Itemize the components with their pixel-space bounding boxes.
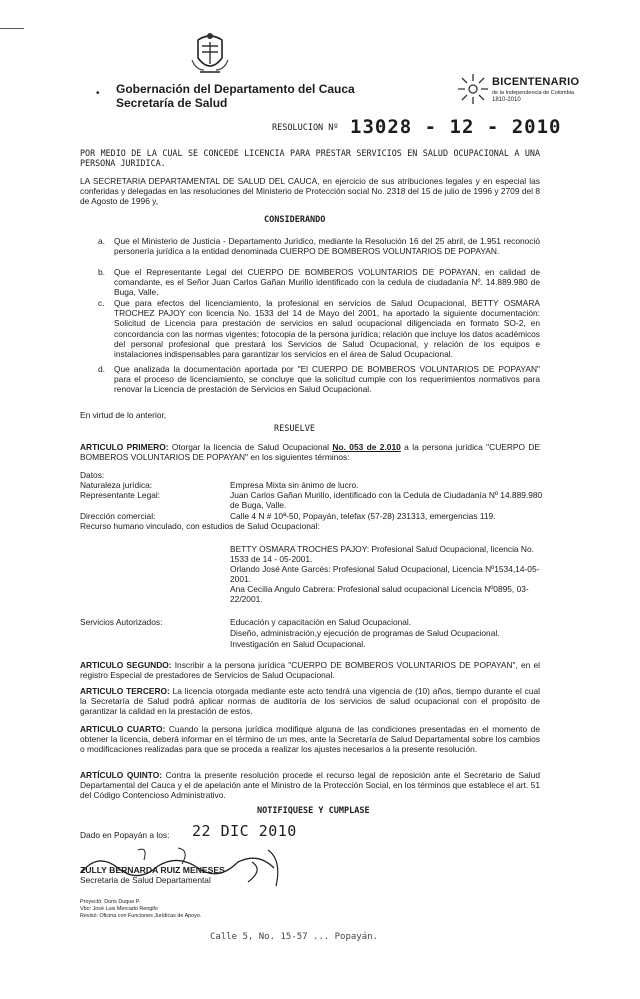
bicentenario-emblem-icon [456, 72, 490, 106]
articulo-label: ARTICULO SEGUNDO: [80, 660, 172, 670]
articulo-text: Contra la presente resolución procede el recurso legal de reposición ante el Secretario de Salud Departamental del Cauca y el de apelación ante el Ministro de la Protección Social, en los términos que establece el art. 51 del Código Contencioso Administrativo. [80, 770, 540, 801]
resolution-subject: POR MEDIO DE LA CUAL SE CONCEDE LICENCIA PARA PRESTAR SERVICIOS EN SALUD OCUPACIONAL A UNA PERSONA JURIDICA. [80, 148, 540, 169]
dado-en: Dado en Popayán a los: [80, 830, 170, 840]
date-stamp: 22 DIC 2010 [192, 822, 297, 840]
articulo-quinto [80, 770, 540, 801]
profesional-item: Ana Cecilia Angulo Cabrera: Profesional salud ocupacional Licencia Nº0895, 03-22/2001. [230, 584, 529, 605]
considerando-item: Que el Ministerio de Justicia - Departamento Jurídico, mediante la Resolución 16 del 25 abril, de 1.951 reconoció personería jurídica a la entidad denominada CUERPO DE BOMBEROS VOLUNTARIOS DE POPAYAN. [114, 236, 540, 257]
item-letter: d. [98, 364, 105, 374]
articulo-text: La licencia otorgada mediante este acto tendrá una vigencia de (10) años, tiempo durante el cual la Secretaría de Salud podrá aplicar normas de auditoría de los servicios de salud ocupacional con el propósito de garantizar la calidad en la prestación de estos. [80, 686, 541, 717]
item-letter: a. [98, 236, 105, 246]
direccion-value: Calle 4 N # 10ª-50, Popayán, telefax (57-28) 231313, emergencias 119. [230, 511, 496, 521]
header-government: Gobernación del Departamento del Cauca [116, 82, 355, 96]
articulo-label: ARTICULO PRIMERO: [80, 442, 169, 452]
preamble: LA SECRETARIA DEPARTAMENTAL DE SALUD DEL CAUCA, en ejercicio de sus atribuciones legales y en especial las conferidas y delegadas en las resoluciones del Ministerio de Protección social No. 2318 del 15 de julio de 1996 y 2709 del 8 de Agosto de 1996 y, [80, 176, 540, 207]
articulo-tercero [80, 686, 540, 717]
datos-title: Datos: [80, 470, 105, 480]
servicio-item: Diseño, administración,y ejecución de programas de Salud Ocupacional. [230, 628, 500, 638]
considerando-item: Que analizada la documentación aportada por "El CUERPO DE BOMBEROS VOLUNTARIOS DE POPAYAN" para el proceso de licenciamiento, se concluye que la solicitud cumple con los requerimientos normativos para renovar la Licencia de prestación de Servicios en Salud Ocupacional. [114, 364, 540, 395]
item-letter: b. [98, 267, 105, 277]
coat-of-arms-logo [190, 30, 230, 76]
header-secretaria: Secretaría de Salud [116, 96, 228, 110]
servicio-item: Educación y capacitación en Salud Ocupacional. [230, 617, 412, 627]
recurso-humano: Recurso humano vinculado, con estudios de Salud Ocupacional: [80, 521, 320, 531]
considerando-item: Que el Representante Legal del CUERPO DE BOMBEROS VOLUNTARIOS DE POPAYAN, en calidad de comandante, es el Señor Juan Carlos Gañan Murillo identificado con la cedula de ciudadanía Nº. 14.889.980 de Buga, Valle. [114, 267, 540, 298]
item-letter: c. [98, 298, 105, 308]
articulo-cuarto [80, 724, 540, 755]
naturaleza-label: Naturaleza jurídica: [80, 480, 153, 490]
footer-address: Calle 5, No. 15-57 ... Popayán. [210, 932, 378, 942]
bicentenario-title: BICENTENARIO [492, 76, 580, 88]
license-number: No. 053 de 2.010 [332, 442, 401, 452]
articulo-primero [80, 442, 540, 462]
footer-note: Revisó: Oficina con Funciones Jurídicas de Apoyo. [80, 913, 202, 919]
direccion-label: Dirección comercial: [80, 511, 156, 521]
articulo-label: ARTICULO CUARTO: [80, 724, 166, 734]
resolution-number: 13028 - 12 - 2010 [350, 116, 562, 138]
considerando-item: Que para efectos del licenciamiento, la profesional en servicios de Salud Ocupacional, BETTY OSMARA TROCHEZ PAJOY con licencia No. 1533 del 14 de Mayo del 2001, ha aportado la siguiente documentación: Solicitud de Licencia para prestación de servicios en salud ocupacional diligenciada en formato SO-2, en concordancia con las normas vigentes; fotocopia de la persona jurídica; relación que incluye los datos académicos del personal profesional que prestará los Servicios de Salud Ocupacional, y relación de los equipos e instalaciones indispensables para garantizar los servicios en el área de Salud Ocupacional. [114, 298, 540, 360]
en-virtud: En virtud de lo anterior, [80, 410, 167, 420]
articulo-label: ARTICULO TERCERO: [80, 686, 170, 696]
resuelve-title: RESUELVE [274, 424, 315, 434]
resolution-label: RESOLUCION Nº [272, 123, 339, 133]
representante-value: Juan Carlos Gañan Murillo, identificado con la Cedula de Ciudadanía Nº 14.889.980 de Buga, Valle. [230, 490, 543, 511]
footer-note: Vbo: José Luis Mercado Rengifo [80, 906, 158, 912]
articulo-label: ARTÍCULO QUINTO: [80, 770, 163, 780]
considerando-title: CONSIDERANDO [264, 215, 326, 225]
servicio-item: Investigación en Salud Ocupacional. [230, 639, 366, 649]
articulo-text: a la persona jurídica "CUERPO DE BOMBEROS VOLUNTARIOS DE POPAYAN" en los siguientes términos: [80, 442, 540, 463]
bicentenario-years: 1810-2010 [492, 97, 521, 103]
articulo-segundo [80, 660, 540, 680]
signer-title: Secretaria de Salud Departamental [80, 875, 211, 885]
bicentenario-subtitle: de la Independencia de Colombia [492, 90, 574, 96]
profesional-item: BETTY OSMARA TROCHES PAJOY: Profesional Salud Ocupacional, licencia No. 1533 de 14 - 05-2001. [230, 544, 534, 565]
articulo-text: Otorgar la licencia de Salud Ocupacional [168, 442, 333, 452]
profesional-item: Orlando José Ante Garcés: Profesional Salud Ocupacional, Licencia Nº1534,14-05-2001. [230, 564, 540, 585]
footer-note: Proyectó: Doris Duque P. [80, 899, 141, 905]
bullet-icon: • [96, 88, 100, 99]
articulo-text: Inscribir a la persona jurídica "CUERPO DE BOMBEROS VOLUNTARIOS DE POPAYAN", en el registro Especial de prestadores de Servicios de Salud Ocupacional. [80, 660, 540, 681]
representante-label: Representante Legal: [80, 490, 161, 500]
signer-name: ZULLY BERNARDA RUIZ MENESES [80, 865, 225, 875]
articulo-text: Cuando la persona jurídica modifique alguna de las condiciones presentadas en el momento de obtener la licencia, deberá informar en el término de un mes, ante la Secretaría de Salud Departamental sobre los cambios o modificaciones realizadas para que se proceda a realizar los ajustes necesarios a la presente resolución. [80, 724, 540, 755]
margin-mark [0, 28, 24, 29]
servicios-label: Servicios Autorizados: [80, 617, 163, 627]
notifiquese: NOTIFIQUESE Y CUMPLASE [257, 806, 370, 816]
naturaleza-value: Empresa Mixta sin ánimo de lucro. [230, 480, 359, 490]
